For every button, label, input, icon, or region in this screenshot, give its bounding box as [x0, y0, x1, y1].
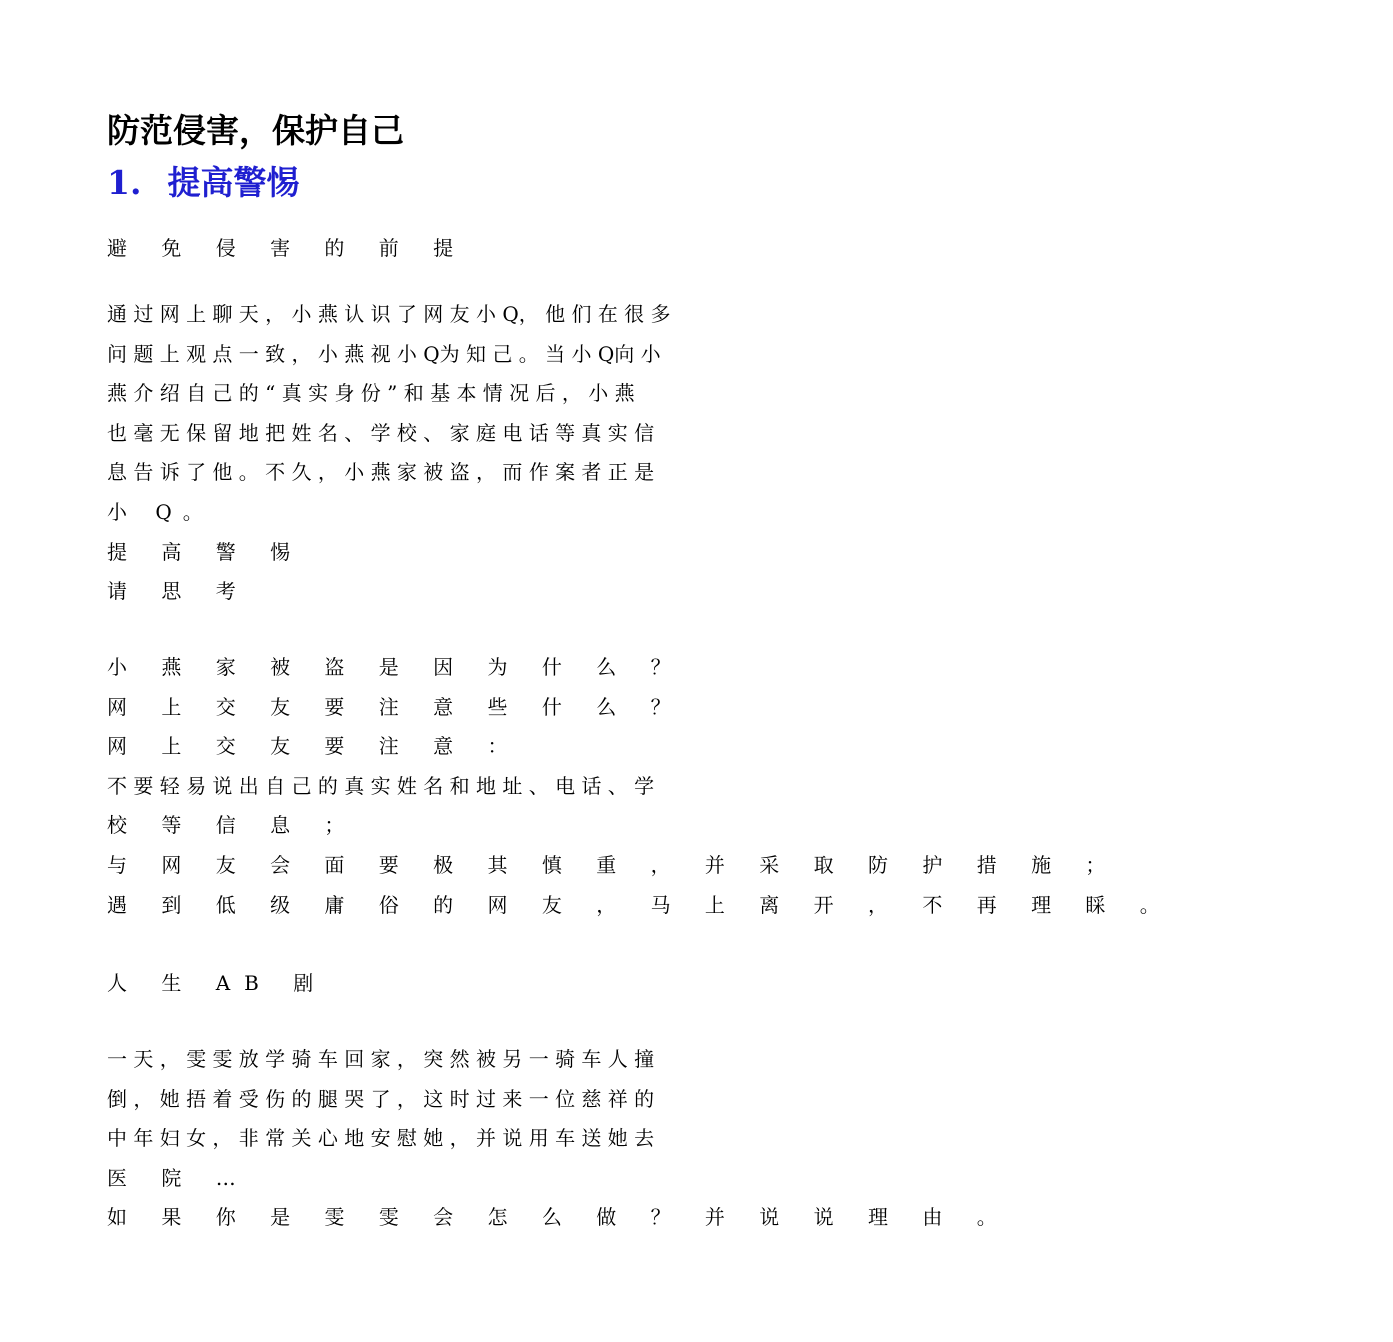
question-3: 网 上 交 友 要 注 意 ： — [107, 734, 522, 759]
section-heading — [107, 160, 299, 206]
tip-1: 不 要 轻 易 说 出 自 己 的 真 实 姓 名 和 地 址 、 电 话 、 学 — [107, 773, 655, 798]
ab-label-block — [107, 964, 829, 1004]
section-title: 提高警惕 — [167, 163, 300, 202]
story-paragraph-2 — [107, 1040, 1011, 1238]
story1-line-4: 也 毫 无 保 留 地 把 姓 名 、 学 校 、 家 庭 电 话 等 真 实 信 — [107, 420, 655, 445]
alert-label: 提 高 警 惕 — [107, 539, 305, 564]
section-number: 1. — [107, 163, 142, 202]
final-question: 如 果 你 是 雯 雯 会 怎 么 做 ？ 并 说 说 理 由 。 — [107, 1205, 1011, 1230]
story-paragraph-1 — [107, 295, 829, 612]
tip-3: 遇 到 低 级 庸 俗 的 网 友 ， 马 上 离 开 ， 不 再 理 睬 。 — [107, 892, 1174, 917]
tip-1-wrap: 校 等 信 息 ； — [107, 813, 359, 838]
question-1: 小 燕 家 被 盗 是 因 为 什 么 ？ — [107, 655, 685, 679]
story2-line-1: 一 天 ， 雯 雯 放 学 骑 车 回 家 ， 突 然 被 另 一 骑 车 人 撞 — [107, 1047, 655, 1071]
story2-line-4: 医 院 … — [107, 1165, 250, 1190]
story1-line-5: 息 告 诉 了 他 。 不 久 ， 小 燕 家 被 盗 ， 而 作 案 者 正 是 — [107, 460, 655, 485]
story1-line-6: 小 Q。 — [107, 499, 214, 524]
ab-label: 人 生 AB 剧 — [107, 971, 328, 995]
sub-heading — [107, 229, 829, 269]
story1-line-2: 问 题 上 观 点 一 致 ， 小 燕 视 小 Q为 知 己 。 当 小 Q向 小 — [107, 341, 661, 366]
tip-2: 与 网 友 会 面 要 极 其 慎 重 ， 并 采 取 防 护 措 施 ； — [107, 852, 1120, 877]
story1-line-1: 通 过 网 上 聊 天 ， 小 燕 认 识 了 网 友 小 Q， 他 们 在 很 多 — [107, 302, 671, 326]
questions-block — [107, 648, 1174, 925]
story1-line-3: 燕 介 绍 自 己 的 “ 真 实 身 份 ” 和 基 本 情 况 后 ， 小 燕 — [107, 381, 635, 406]
think-label: 请 思 考 — [107, 579, 250, 604]
story2-line-3: 中 年 妇 女 ， 非 常 关 心 地 安 慰 她 ， 并 说 用 车 送 她 去 — [107, 1126, 655, 1151]
question-2: 网 上 交 友 要 注 意 些 什 么 ？ — [107, 694, 685, 719]
story2-line-2: 倒 ， 她 捂 着 受 伤 的 腿 哭 了 ， 这 时 过 来 一 位 慈 祥 的 — [107, 1086, 655, 1111]
page-title: 防范侵害，保护自己 — [107, 111, 404, 150]
sub-heading-text: 避 免 侵 害 的 前 提 — [107, 236, 468, 260]
